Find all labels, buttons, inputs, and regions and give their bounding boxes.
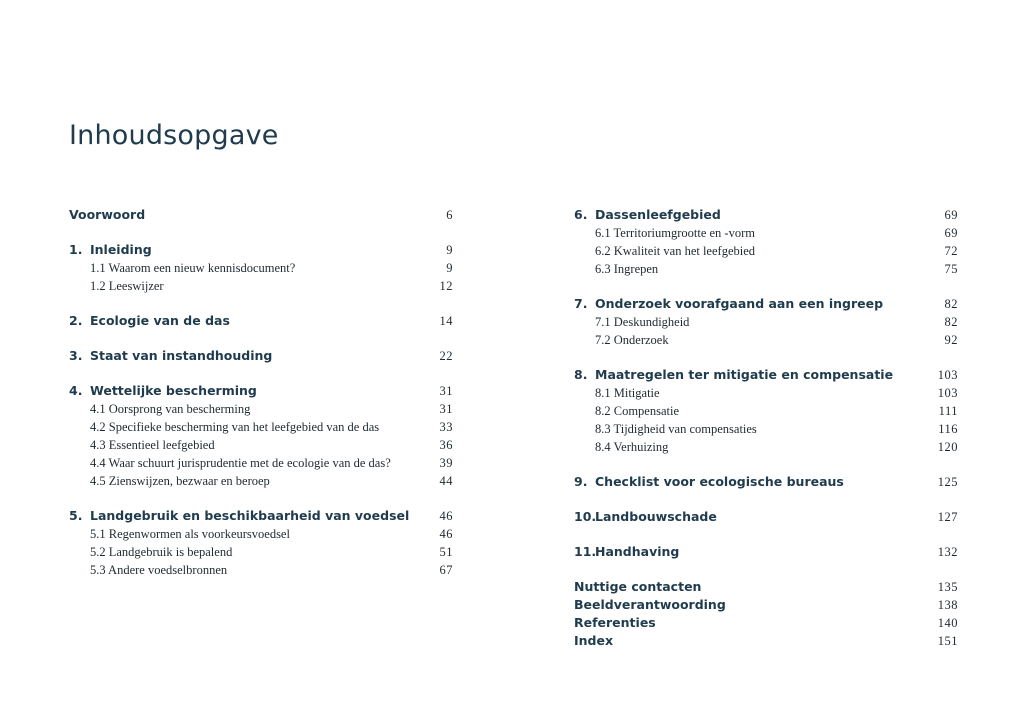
toc-subsection[interactable] [69, 561, 453, 579]
toc-entry-nuttige-contacten[interactable] [574, 578, 958, 596]
toc-page-number: 120 [937, 440, 958, 454]
chapter-number: 8. [574, 367, 588, 382]
chapter-number: 3. [69, 348, 83, 363]
toc-page-number: 33 [439, 420, 453, 434]
toc-page-number: 12 [439, 279, 453, 293]
toc-subsection[interactable] [574, 384, 958, 402]
chapter-number: 11. [574, 544, 597, 559]
subsection-title: 8.4 Verhuizing [595, 440, 669, 454]
toc-subsection[interactable] [69, 418, 453, 436]
toc-right-column [574, 206, 958, 650]
toc-entry-voorwoord[interactable] [69, 206, 453, 224]
chapter-title: Wettelijke bescherming [90, 383, 257, 398]
subsection-title: 7.2 Onderzoek [595, 333, 669, 347]
toc-entry-label: Referenties [574, 615, 656, 630]
toc-chapter-10[interactable] [574, 508, 958, 526]
chapter-number: 6. [574, 207, 588, 222]
toc-page-number: 82 [944, 297, 958, 311]
chapter-title: Ecologie van de das [90, 313, 230, 328]
toc-subsection[interactable] [69, 454, 453, 472]
toc-entry-label: Nuttige contacten [574, 579, 702, 594]
chapter-title: Maatregelen ter mitigatie en compensatie [595, 367, 894, 382]
toc-subsection[interactable] [574, 331, 958, 349]
toc-page-number: 9 [446, 261, 453, 275]
toc-page-number: 82 [944, 315, 958, 329]
subsection-title: 4.4 Waar schuurt jurisprudentie met de ecologie van de das? [90, 456, 391, 470]
subsection-title: 5.2 Landgebruik is bepalend [90, 545, 233, 559]
chapter-number: 10. [574, 509, 597, 524]
chapter-title: Onderzoek voorafgaand aan een ingreep [595, 296, 884, 311]
toc-page-number: 46 [439, 527, 453, 541]
subsection-title: 8.1 Mitigatie [595, 386, 660, 400]
toc-page-number: 92 [944, 333, 958, 347]
toc-page-number: 72 [944, 244, 958, 258]
toc-left-column [69, 206, 453, 579]
toc-subsection[interactable] [574, 402, 958, 420]
chapter-title: Landgebruik en beschikbaarheid van voedsel [90, 508, 410, 523]
toc-chapter-3[interactable] [69, 347, 453, 365]
subsection-title: 4.3 Essentieel leefgebied [90, 438, 215, 452]
toc-page-number: 69 [944, 226, 958, 240]
toc-chapter-8[interactable] [574, 366, 958, 384]
toc-subsection[interactable] [574, 420, 958, 438]
toc-page-number: 75 [944, 262, 958, 276]
toc-chapter-7[interactable] [574, 295, 958, 313]
subsection-title: 4.2 Specifieke bescherming van het leefgebied van de das [90, 420, 380, 434]
toc-page-number: 140 [937, 616, 958, 630]
toc-chapter-2[interactable] [69, 312, 453, 330]
chapter-title: Landbouwschade [595, 509, 717, 524]
toc-subsection[interactable] [574, 438, 958, 456]
toc-page-number: 44 [439, 474, 453, 488]
toc-chapter-4[interactable] [69, 382, 453, 400]
toc-page-number: 103 [937, 368, 958, 382]
toc-page-number: 46 [439, 509, 453, 523]
chapter-title: Inleiding [90, 242, 152, 257]
subsection-title: 1.1 Waarom een nieuw kennisdocument? [90, 261, 296, 275]
toc-page-number: 51 [439, 545, 453, 559]
toc-page-number: 36 [439, 438, 453, 452]
chapter-number: 1. [69, 242, 83, 257]
chapter-number: 4. [69, 383, 83, 398]
toc-page-number: 67 [439, 563, 453, 577]
toc-page-number: 31 [439, 384, 453, 398]
toc-subsection[interactable] [574, 260, 958, 278]
toc-entry-label: Index [574, 633, 614, 648]
toc-chapter-9[interactable] [574, 473, 958, 491]
toc-chapter-6[interactable] [574, 206, 958, 224]
toc-entry-beeldverantwoording[interactable] [574, 596, 958, 614]
chapter-number: 7. [574, 296, 588, 311]
toc-page-number: 6 [446, 208, 453, 222]
toc-entry-label: Voorwoord [69, 207, 146, 222]
toc-chapter-11[interactable] [574, 543, 958, 561]
toc-subsection[interactable] [69, 277, 453, 295]
chapter-number: 2. [69, 313, 83, 328]
subsection-title: 8.3 Tijdigheid van compensaties [595, 422, 757, 436]
chapter-title: Checklist voor ecologische bureaus [595, 474, 844, 489]
chapter-title: Handhaving [595, 544, 680, 559]
toc-chapter-1[interactable] [69, 241, 453, 259]
toc-subsection[interactable] [69, 543, 453, 561]
subsection-title: 6.2 Kwaliteit van het leefgebied [595, 244, 756, 258]
toc-chapter-5[interactable] [69, 507, 453, 525]
toc-page-number: 116 [938, 422, 958, 436]
chapter-number: 9. [574, 474, 588, 489]
toc-page-number: 9 [446, 243, 453, 257]
toc-page-number: 69 [944, 208, 958, 222]
subsection-title: 4.1 Oorsprong van bescherming [90, 402, 251, 416]
toc-page-number: 125 [937, 475, 958, 489]
subsection-title: 6.1 Territoriumgrootte en -vorm [595, 226, 755, 240]
subsection-title: 4.5 Zienswijzen, bezwaar en beroep [90, 474, 270, 488]
subsection-title: 5.1 Regenwormen als voorkeursvoedsel [90, 527, 290, 541]
toc-subsection[interactable] [69, 436, 453, 454]
toc-page-number: 135 [937, 580, 958, 594]
toc-entry-index[interactable] [574, 632, 958, 650]
subsection-title: 7.1 Deskundigheid [595, 315, 690, 329]
chapter-number: 5. [69, 508, 83, 523]
subsection-title: 8.2 Compensatie [595, 404, 680, 418]
toc-page-number: 31 [439, 402, 453, 416]
toc-subsection[interactable] [69, 259, 453, 277]
chapter-title: Staat van instandhouding [90, 348, 273, 363]
subsection-title: 5.3 Andere voedselbronnen [90, 563, 228, 577]
toc-entry-referenties[interactable] [574, 614, 958, 632]
chapter-title: Dassenleefgebied [595, 207, 721, 222]
subsection-title: 6.3 Ingrepen [595, 262, 659, 276]
toc-page-number: 14 [439, 314, 453, 328]
toc-page-number: 111 [938, 404, 958, 418]
toc-entry-label: Beeldverantwoording [574, 597, 726, 612]
subsection-title: 1.2 Leeswijzer [90, 279, 164, 293]
toc-page-number: 138 [937, 598, 958, 612]
toc-page-number: 22 [439, 349, 453, 363]
toc-page-number: 127 [937, 510, 958, 524]
toc-subsection[interactable] [69, 525, 453, 543]
page-title: Inhoudsopgave [69, 120, 279, 151]
toc-subsection[interactable] [574, 224, 958, 242]
toc-page-number: 103 [937, 386, 958, 400]
toc-page-number: 132 [937, 545, 958, 559]
toc-subsection[interactable] [574, 242, 958, 260]
toc-page-number: 39 [439, 456, 453, 470]
toc-page-number: 151 [937, 634, 958, 648]
toc-subsection[interactable] [69, 472, 453, 490]
toc-subsection[interactable] [69, 400, 453, 418]
toc-subsection[interactable] [574, 313, 958, 331]
